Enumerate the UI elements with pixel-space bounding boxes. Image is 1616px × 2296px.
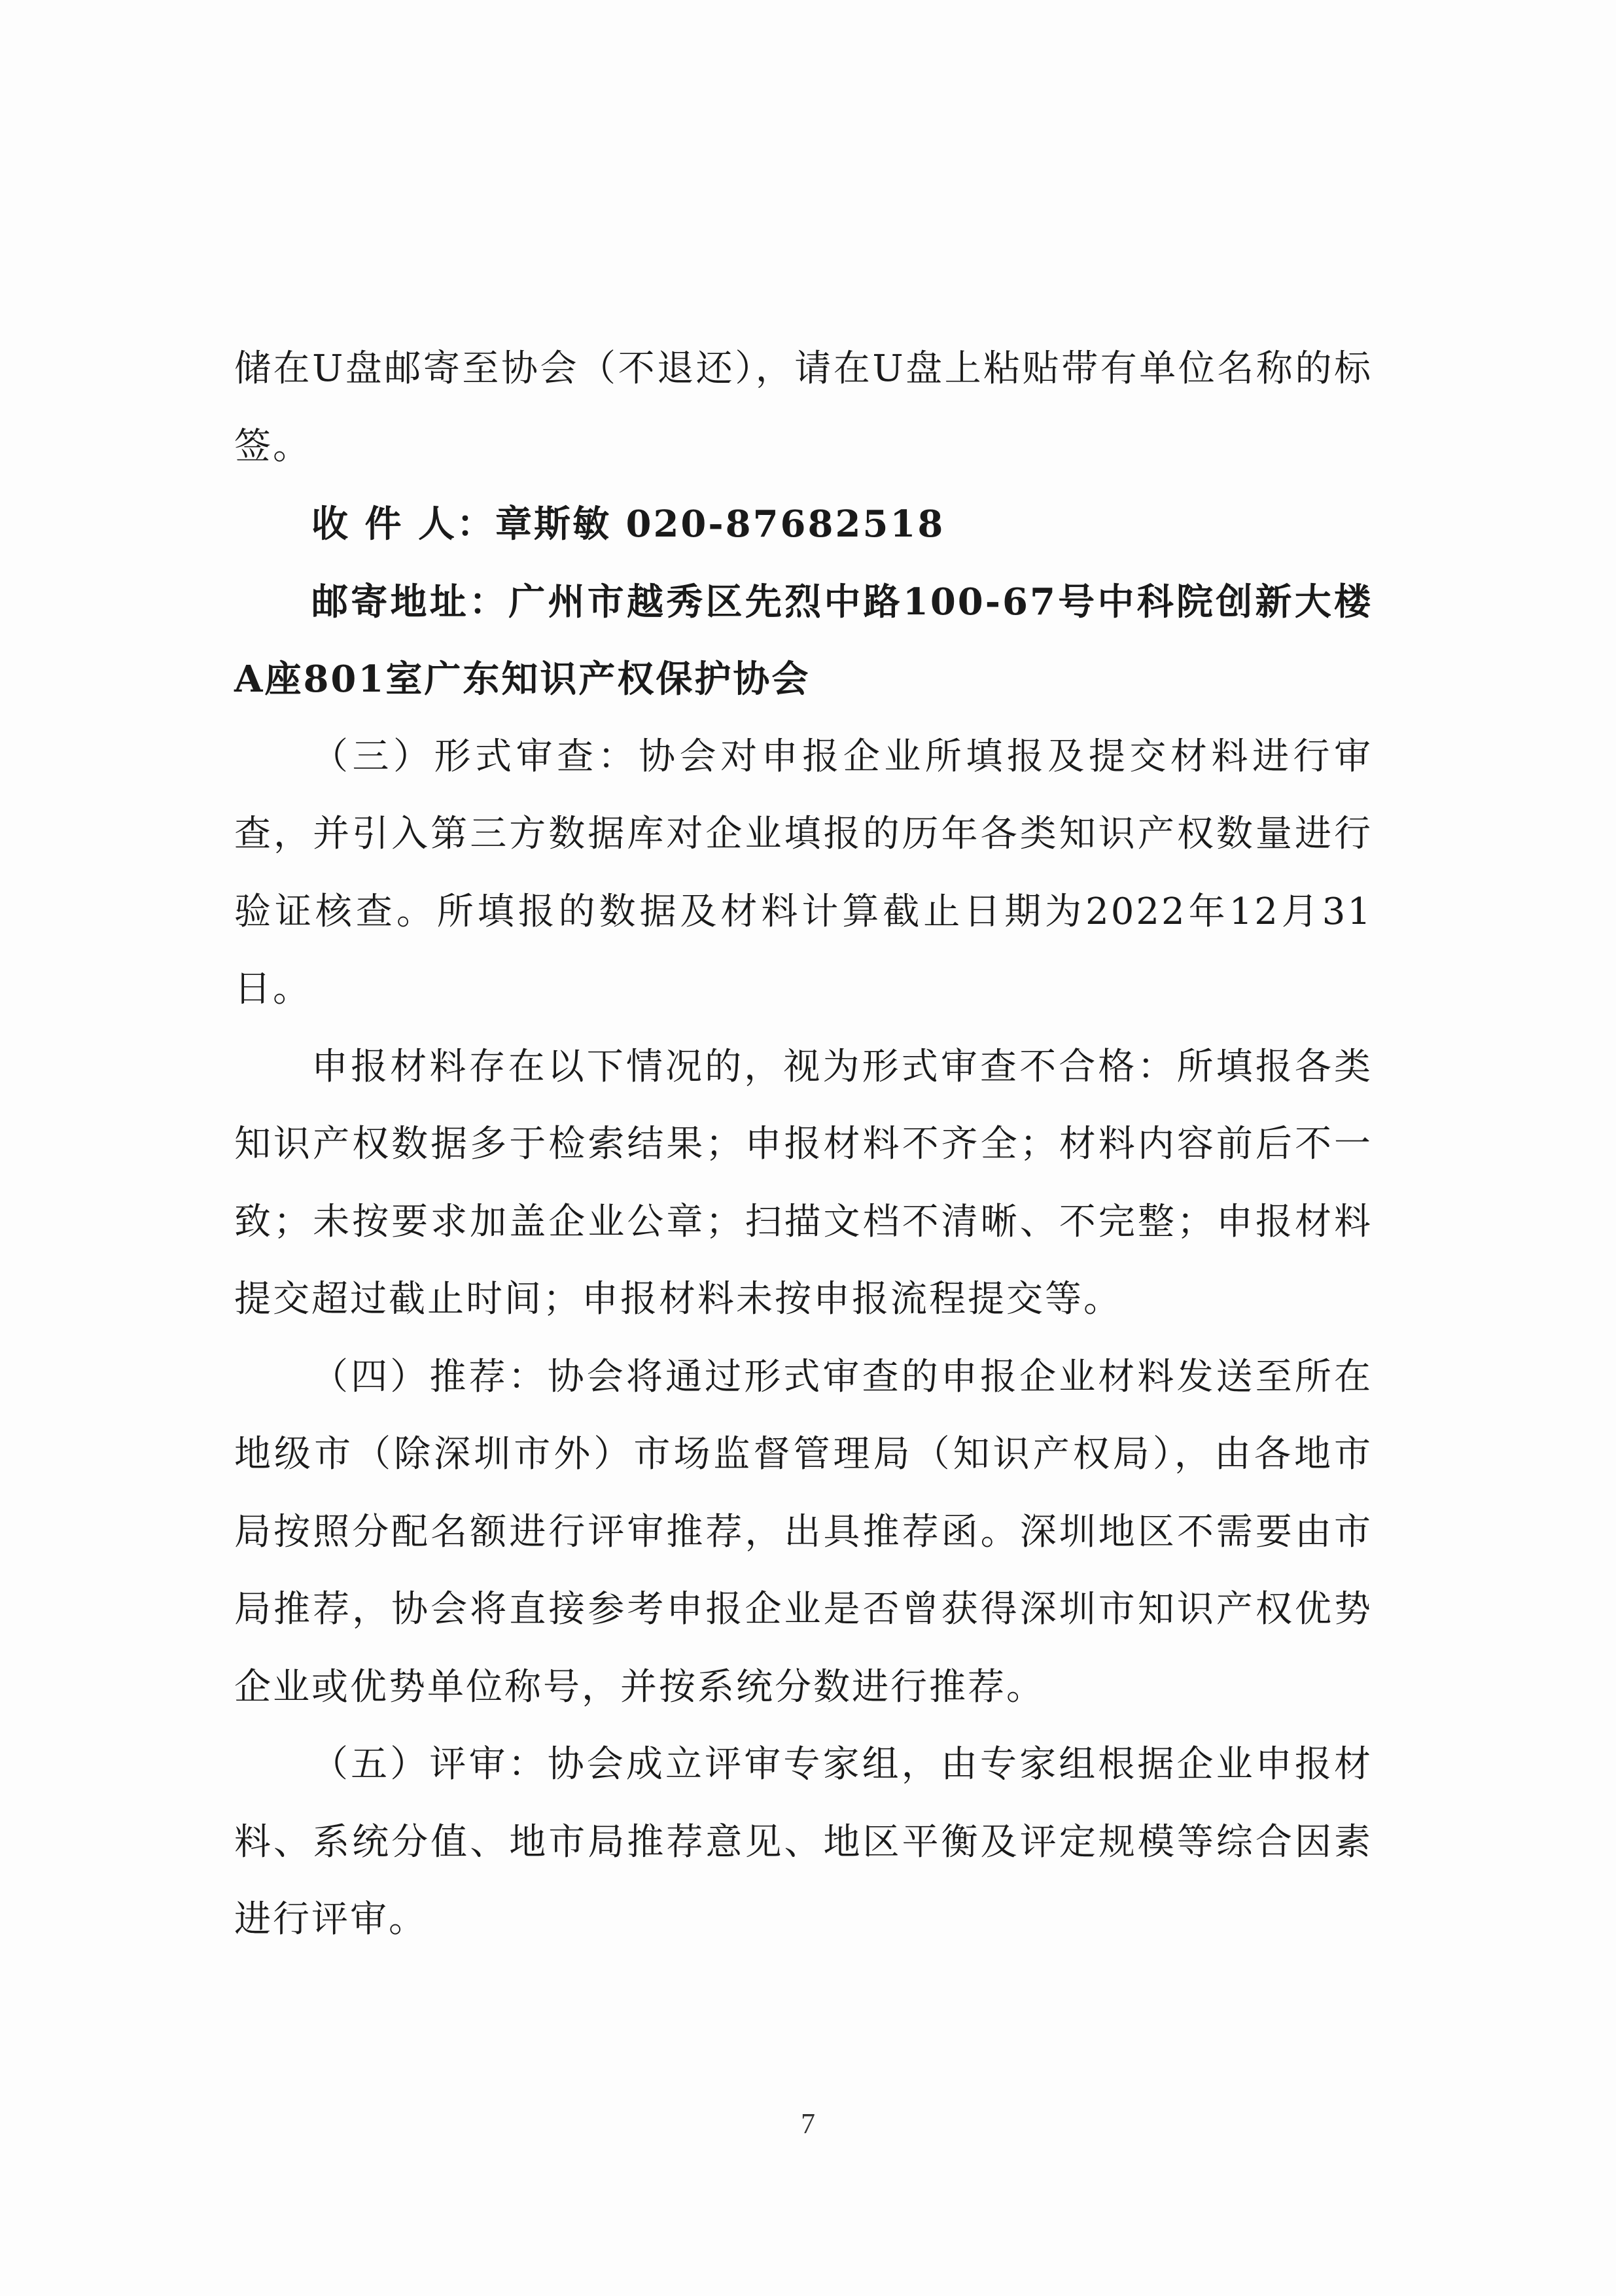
- page-number: 7: [801, 2108, 815, 2140]
- paragraph-expert-review: （五）评审：协会成立评审专家组，由专家组根据企业申报材料、系统分值、地市局推荐意见、地区平衡及评定规模等综合因素进行评审。: [234, 1743, 1373, 1941]
- paragraph-recipient: 收 件 人：章斯敏 020-87682518: [311, 503, 945, 546]
- paragraph-mailing-address: 邮寄地址：广州市越秀区先烈中路100-67号中科院创新大楼A座801室广东知识产权保护协会: [234, 580, 1373, 701]
- document-body: [234, 330, 1373, 1959]
- paragraph-continuation: 储在U盘邮寄至协会（不退还），请在U盘上粘贴带有单位名称的标签。: [234, 347, 1373, 468]
- paragraph-formal-review: （三）形式审查：协会对申报企业所填报及提交材料进行审查，并引入第三方数据库对企业填报的历年各类知识产权数量进行验证核查。所填报的数据及材料计算截止日期为2022年12月31日。: [234, 735, 1373, 1010]
- paragraph-recommendation: （四）推荐：协会将通过形式审查的申报企业材料发送至所在地级市（除深圳市外）市场监督管理局（知识产权局），由各地市局按照分配名额进行评审推荐，出具推荐函。深圳地区不需要由市局推荐，协会将直接参考申报企业是否曾获得深圳市知识产权优势企业或优势单位称号，并按系统分数进行推荐。: [234, 1355, 1373, 1708]
- paragraph-unqualified-conditions: 申报材料存在以下情况的，视为形式审查不合格：所填报各类知识产权数据多于检索结果；申报材料不齐全；材料内容前后不一致；未按要求加盖企业公章；扫描文档不清晰、不完整；申报材料提交超过截止时间；申报材料未按申报流程提交等。: [234, 1045, 1373, 1320]
